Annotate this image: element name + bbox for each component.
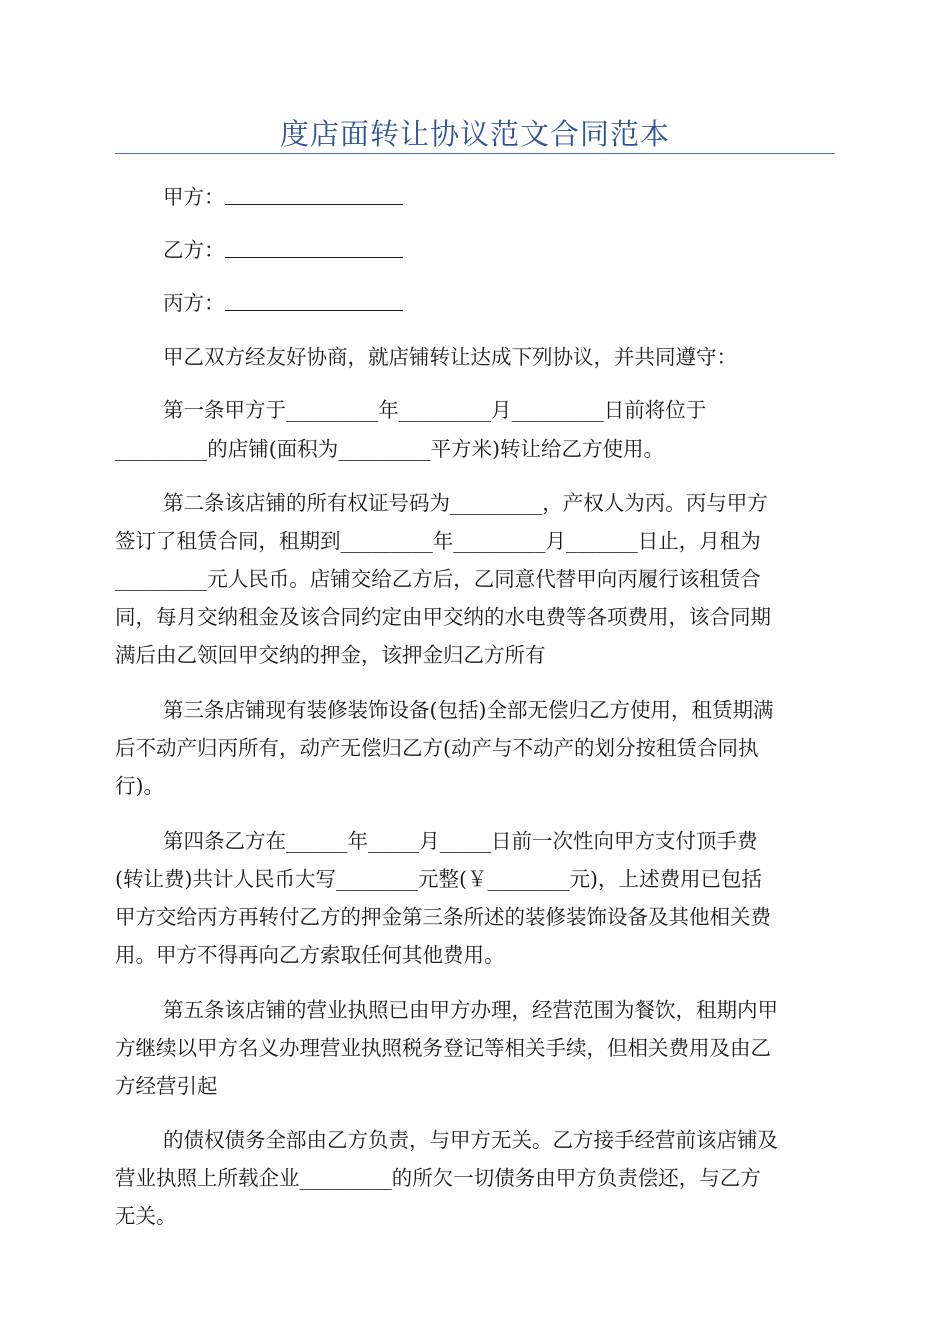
article1-line2: _________的店铺(面积为_________平方米)转让给乙方使用。 (115, 437, 664, 461)
article4-line1: 第四条乙方在______年_____月_____日前一次性向甲方支付顶手费 (163, 829, 758, 853)
article2-line5: 满后由乙领回甲交纳的押金，该押金归乙方所有 (115, 643, 546, 667)
party-a-label: 甲方： (163, 185, 225, 209)
article5-line1: 第五条该店铺的营业执照已由甲方办理，经营范围为餐饮，租期内甲 (163, 998, 778, 1022)
article2-line3: _________元人民币。店铺交给乙方后，乙同意代替甲向丙履行该租赁合 (115, 567, 761, 591)
article5-cont-line1: 的债权债务全部由乙方负责，与甲方无关。乙方接手经营前该店铺及 (163, 1128, 778, 1152)
article5-cont-line2: 营业执照上所载企业_________的所欠一切债务由甲方负责偿还，与乙方 (115, 1166, 761, 1190)
party-a-blank (225, 182, 403, 205)
party-b-blank (225, 235, 403, 258)
article4-line4: 用。甲方不得再向乙方索取任何其他费用。 (115, 943, 505, 967)
article5-cont-line3: 无关。 (115, 1204, 177, 1228)
article1-line1: 第一条甲方于_________年_________月_________日前将位于 (163, 398, 707, 422)
article4-line2: (转让费)共计人民币大写________元整(￥________元)，上述费用已包括 (115, 867, 762, 891)
party-c-blank (225, 288, 403, 311)
document-title: 度店面转让协议范文合同范本 (279, 117, 670, 151)
article2-line1: 第二条该店铺的所有权证号码为_________，产权人为丙。丙与甲方 (163, 491, 768, 515)
article5-line2: 方继续以甲方名义办理营业执照税务登记等相关手续，但相关费用及由乙 (115, 1036, 771, 1060)
party-b-line (163, 230, 835, 270)
article3-line3: 行)。 (115, 774, 164, 798)
party-c-label: 丙方： (163, 291, 225, 315)
party-a-line (163, 177, 835, 217)
article5-line3: 方经营引起 (115, 1074, 218, 1098)
party-c-line (163, 283, 835, 323)
article4-line3: 甲方交给丙方再转付乙方的押金第三条所述的装修装饰设备及其他相关费 (115, 905, 771, 929)
article3-line2: 后不动产归丙所有，动产无偿归乙方(动产与不动产的划分按租赁合同执 (115, 736, 759, 760)
article2-line2: 签订了租赁合同，租期到_________年_________月_______日止，月租为 (115, 529, 761, 553)
title-underline (115, 153, 835, 154)
party-b-label: 乙方： (163, 238, 225, 262)
article2-line4: 同，每月交纳租金及该合同约定由甲交纳的水电费等各项费用，该合同期 (115, 605, 771, 629)
intro-paragraph: 甲乙双方经友好协商，就店铺转让达成下列协议，并共同遵守： (163, 345, 737, 369)
article3-line1: 第三条店铺现有装修装饰设备(包括)全部无偿归乙方使用，租赁期满 (163, 698, 774, 722)
